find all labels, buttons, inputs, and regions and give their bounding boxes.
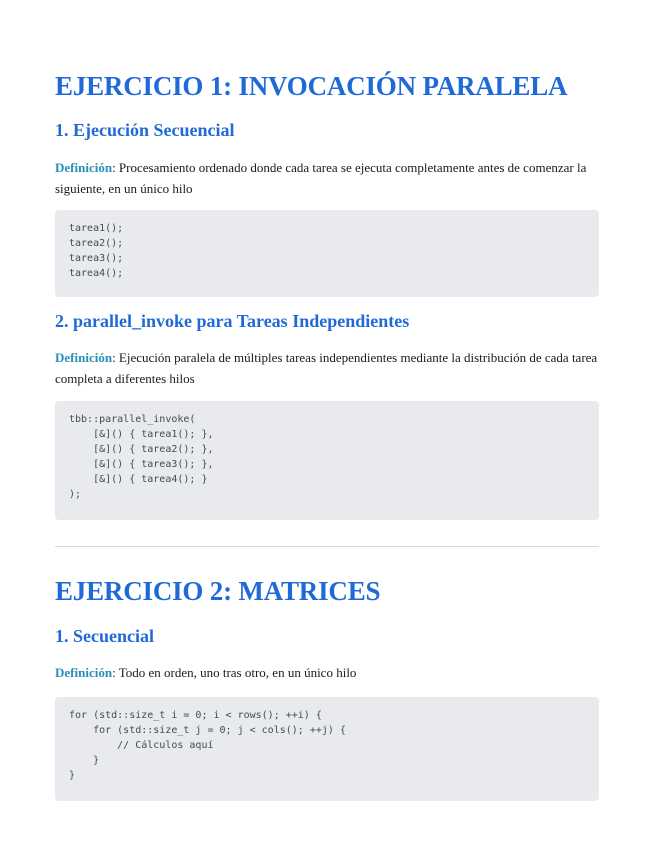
section-sequential-heading: 1. Ejecución Secuencial [55,120,235,140]
definition-text: : Procesamiento ordenado donde cada tarea se ejecuta completamente antes de comenzar la siguiente, en un único hilo [55,160,587,196]
code-block-parallel-invoke: tbb::parallel_invoke( [&]() { tarea1(); }, [&]() { tarea2(); }, [&]() { tarea3(); }, [&]() { tarea4(); } ); [55,401,599,520]
exercise-2-title: EJERCICIO 2: MATRICES [55,576,381,606]
section-matrices-sequential-heading: 1. Secuencial [55,626,154,646]
definition-term: Definición [55,350,113,365]
code-block-sequential: tarea1(); tarea2(); tarea3(); tarea4(); [55,210,599,297]
section-parallel-invoke-heading: 2. parallel_invoke para Tareas Independientes [55,311,410,331]
definition-term: Definición [55,160,113,175]
section-divider [55,546,599,547]
definition-term: Definición [55,665,113,680]
exercise-1-title: EJERCICIO 1: INVOCACIÓN PARALELA [55,71,568,101]
sequential-definition [55,157,603,199]
definition-text: : Ejecución paralela de múltiples tareas independientes mediante la distribución de cada tarea completa a diferentes hilos [55,350,598,386]
matrices-sequential-definition [55,662,603,683]
definition-text: : Todo en orden, uno tras otro, en un único hilo [112,665,357,680]
code-block-matrices-sequential: for (std::size_t i = 0; i < rows(); ++i) { for (std::size_t j = 0; j < cols(); ++j) { // Cálculos aquí } } [55,697,599,801]
parallel-invoke-definition [55,347,603,389]
